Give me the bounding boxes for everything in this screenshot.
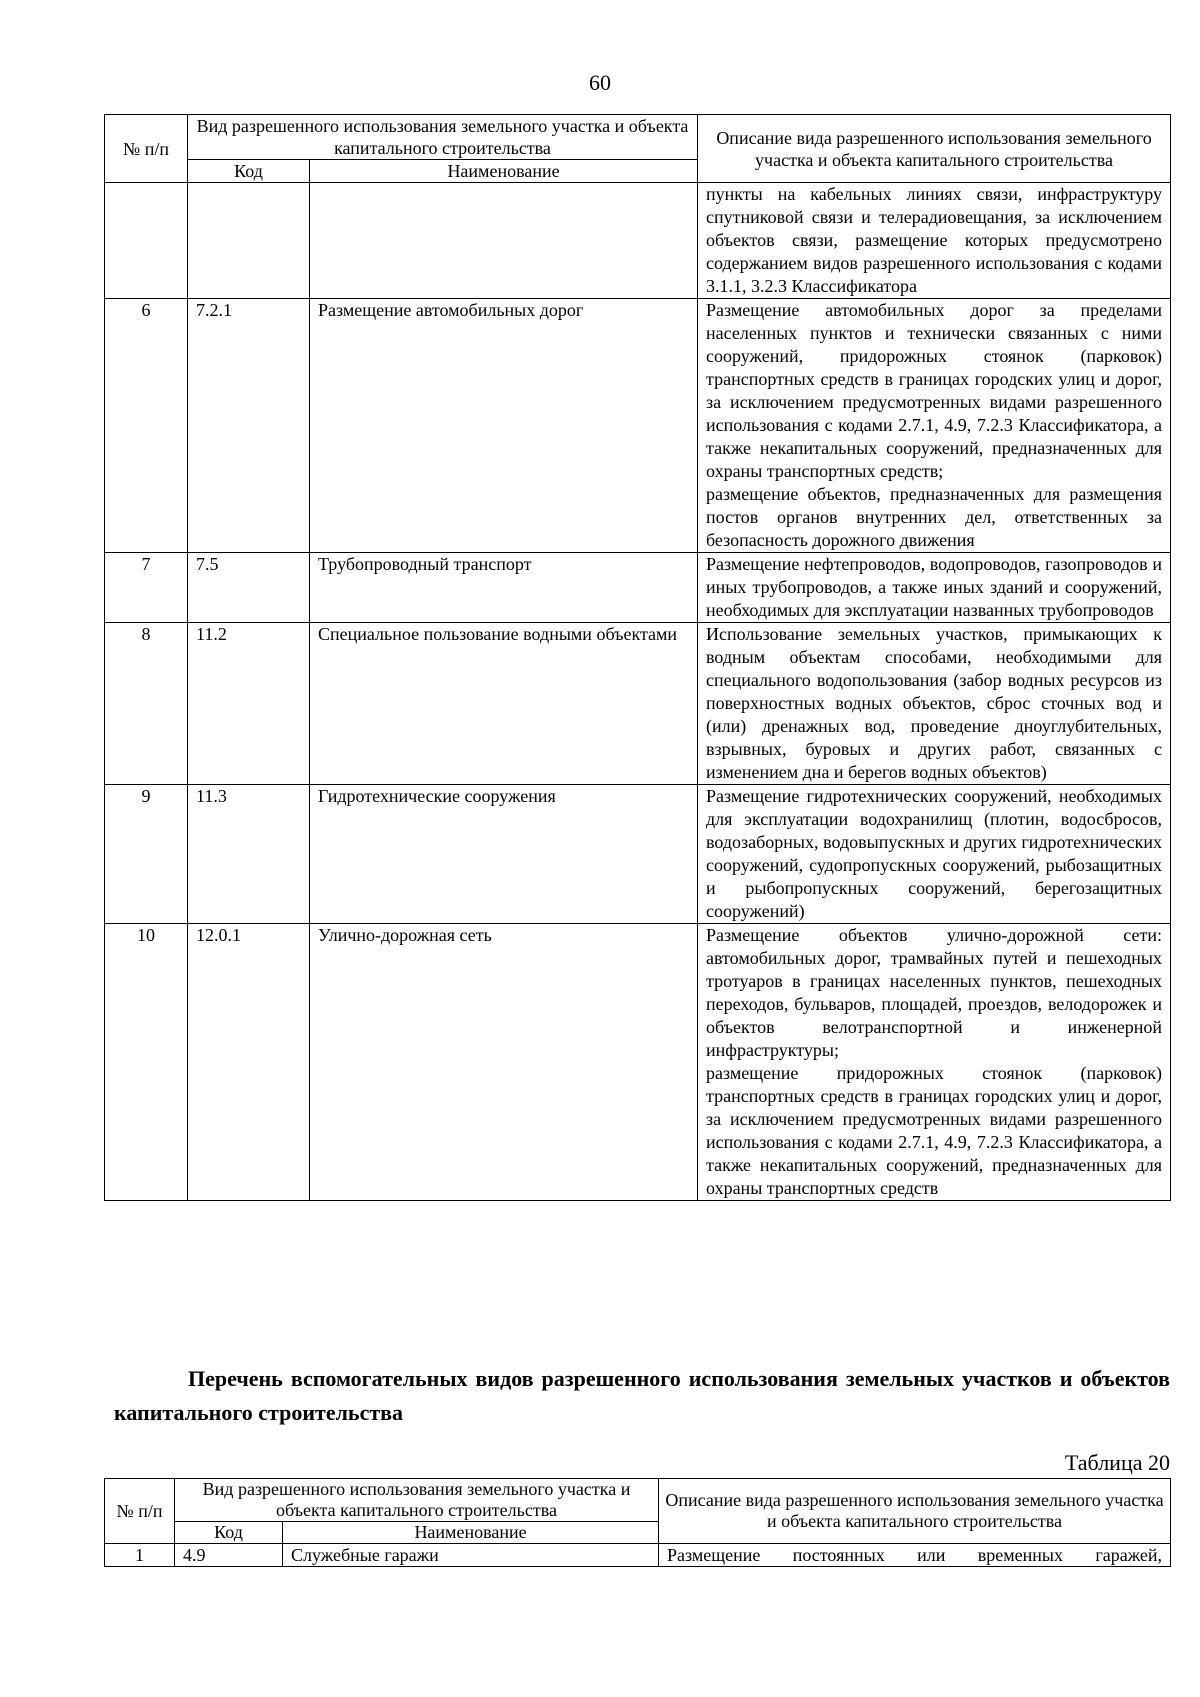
cell-description: пункты на кабельных линиях связи, инфраструктуру спутниковой связи и телерадиовещания, за исключением объектов связи, размещение которых предусмотрено содержанием видов разрешенного использования с кодами 3.1.1, 3.2.3 Классификатора [698,183,1171,299]
cell-num: 8 [105,623,188,785]
cell-description: Размещение гидротехнических сооружений, необходимых для эксплуатации водохранилищ (плотин, водосбросов, водозаборных, водовыпускных и других гидротехнических сооружений, судопропускных сооружений, рыбозащитных и рыбопропускных сооружений, берегозащитных сооружений) [698,785,1171,924]
table-row [105,553,1171,623]
section-heading: Перечень вспомогательных видов разрешенного использования земельных участков и объектов капитального строительства [114,1366,1170,1425]
table-row [105,1544,1171,1567]
page-number: 60 [589,70,611,95]
cell-name: Улично-дорожная сеть [310,924,698,1201]
cell-description: Размещение автомобильных дорог за пределами населенных пунктов и технически связанных с ними сооружений, придорожных стоянок (парковок) транспортных средств в границах городских улиц и дорог, за исключением предусмотренных видами разрешенного использования с кодами 2.7.1, 4.9, 7.2.3 Классификатора, а также некапитальных сооружений, предназначенных для охраны транспортных средств; размещение объектов, предназначенных для размещения постов органов внутренних дел, ответственных за безопасность дорожного движения [698,299,1171,553]
cell-description: Размещение постоянных или временных гаражей, [659,1544,1171,1567]
header-num: № п/п [105,115,188,183]
table-caption: Таблица 20 [1064,1450,1170,1475]
cell-code: 11.2 [188,623,310,785]
header-name: Наименование [310,160,698,183]
permitted-use-table [104,114,1171,1201]
header-group: Вид разрешенного использования земельного участка и объекта капитального строительства [188,115,698,160]
header-group: Вид разрешенного использования земельного участка и объекта капитального строительства [175,1479,659,1522]
cell-code: 12.0.1 [188,924,310,1201]
table-row [105,299,1171,553]
cell-num: 1 [105,1544,175,1567]
cell-code: 7.5 [188,553,310,623]
header-description: Описание вида разрешенного использования земельного участка и объекта капитального строительства [698,115,1171,183]
table-row [105,924,1171,1201]
table-row [105,785,1171,924]
table-row [105,623,1171,785]
header-description: Описание вида разрешенного использования земельного участка и объекта капитального строительства [659,1479,1171,1544]
cell-num [105,183,188,299]
table-row-continuation [105,183,1171,299]
cell-name [310,183,698,299]
cell-description: Размещение объектов улично-дорожной сети: автомобильных дорог, трамвайных путей и пешеходных тротуаров в границах населенных пунктов, пешеходных переходов, бульваров, площадей, проездов, велодорожек и объектов велотранспортной и инженерной инфраструктуры; размещение придорожных стоянок (парковок) транспортных средств в границах городских улиц и дорог, за исключением предусмотренных видами разрешенного использования с кодами 2.7.1, 4.9, 7.2.3 Классификатора, а также некапитальных сооружений, предназначенных для охраны транспортных средств [698,924,1171,1201]
cell-code: 4.9 [175,1544,283,1567]
header-name: Наименование [283,1522,659,1544]
cell-num: 6 [105,299,188,553]
cell-name: Трубопроводный транспорт [310,553,698,623]
cell-name: Специальное пользование водными объектами [310,623,698,785]
header-num: № п/п [105,1479,175,1544]
cell-num: 10 [105,924,188,1201]
cell-code [188,183,310,299]
header-code: Код [188,160,310,183]
cell-name: Служебные гаражи [283,1544,659,1567]
cell-num: 9 [105,785,188,924]
auxiliary-use-table [104,1478,1171,1567]
cell-code: 11.3 [188,785,310,924]
cell-code: 7.2.1 [188,299,310,553]
cell-description: Размещение нефтепроводов, водопроводов, газопроводов и иных трубопроводов, а также иных зданий и сооружений, необходимых для эксплуатации названных трубопроводов [698,553,1171,623]
cell-description: Использование земельных участков, примыкающих к водным объектам способами, необходимыми для специального водопользования (забор водных ресурсов из поверхностных водных объектов, сброс сточных вод и (или) дренажных вод, проведение дноуглубительных, взрывных, буровых и других работ, связанных с изменением дна и берегов водных объектов) [698,623,1171,785]
header-code: Код [175,1522,283,1544]
cell-name: Размещение автомобильных дорог [310,299,698,553]
cell-name: Гидротехнические сооружения [310,785,698,924]
cell-num: 7 [105,553,188,623]
